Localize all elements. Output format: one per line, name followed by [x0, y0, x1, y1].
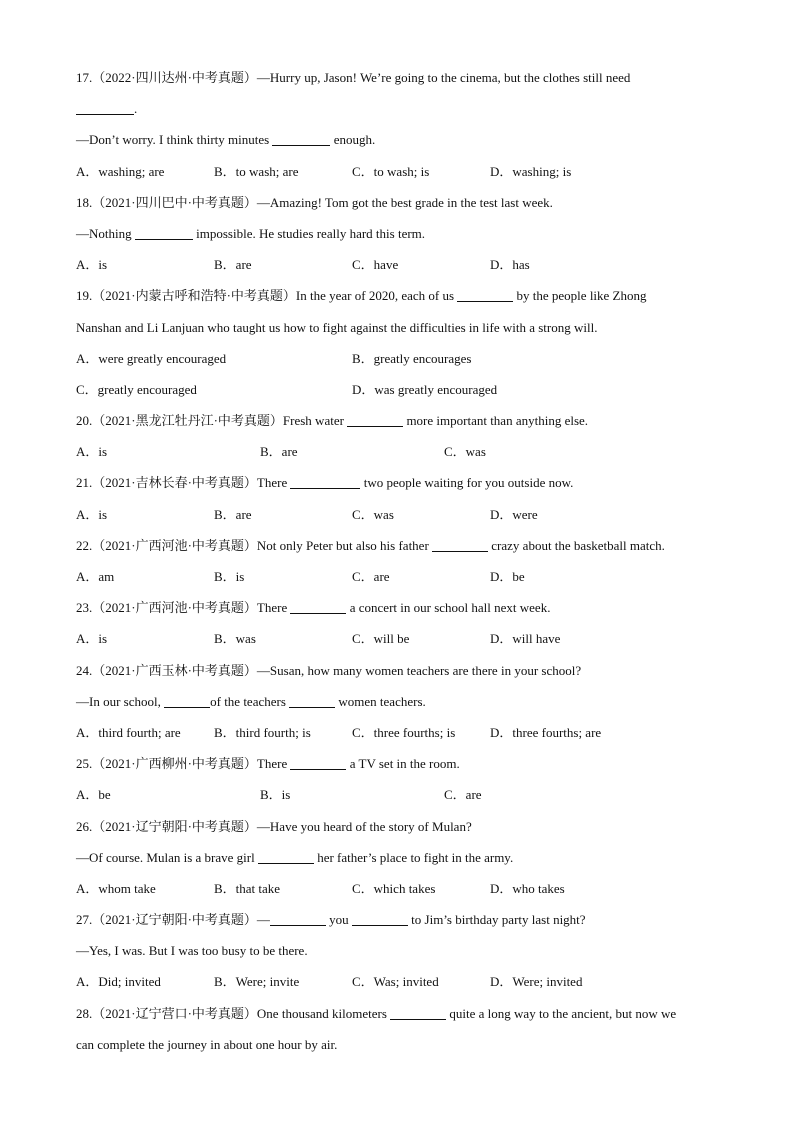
answer-option[interactable]: C．was	[352, 506, 394, 522]
answer-option[interactable]: B．are	[214, 257, 252, 273]
question-text: —Hurry up, Jason! We’re going to the cinema, but the clothes still need	[256, 70, 631, 85]
answer-blank[interactable]	[258, 849, 314, 864]
options-row	[76, 374, 736, 405]
question-line	[76, 405, 736, 436]
question-line	[76, 998, 736, 1029]
answer-blank[interactable]	[347, 412, 403, 427]
answer-option[interactable]: C．greatly encouraged	[76, 381, 197, 397]
question-number: 23.	[76, 600, 93, 616]
answer-option[interactable]: A．third fourth; are	[76, 724, 181, 740]
answer-blank[interactable]	[290, 474, 360, 489]
options-row	[76, 717, 736, 748]
options-row	[76, 249, 736, 280]
question-number: 27.	[76, 912, 93, 928]
answer-option[interactable]: D．will have	[490, 631, 561, 647]
question-text: Fresh water	[282, 413, 348, 429]
question-line	[76, 280, 736, 311]
answer-option[interactable]: A．were greatly encouraged	[76, 350, 227, 366]
question-text: her father’s place to fight in the army.	[313, 849, 514, 865]
question-text: more important than anything else.	[403, 413, 589, 429]
answer-option[interactable]: C．Was; invited	[352, 974, 439, 990]
options-row	[76, 499, 736, 530]
answer-blank[interactable]	[76, 100, 134, 115]
question-line	[76, 904, 736, 935]
question-number: 25.	[76, 756, 93, 772]
question-source: （2021·广西柳州·中考真题）	[92, 756, 257, 772]
answer-option[interactable]: C．was	[444, 444, 486, 460]
question-text: In the year of 2020, each of us	[295, 288, 458, 304]
answer-blank[interactable]	[289, 693, 335, 708]
question-source: （2021·辽宁朝阳·中考真题）	[92, 912, 257, 928]
question-line	[76, 1029, 736, 1060]
answer-option[interactable]: D．was greatly encouraged	[352, 381, 498, 397]
question-source: （2021·内蒙古呼和浩特·中考真题）	[92, 288, 296, 304]
question-line	[76, 312, 736, 343]
answer-blank[interactable]	[290, 599, 346, 614]
answer-option[interactable]: C．will be	[352, 631, 410, 647]
question-line	[76, 748, 736, 779]
question-line	[76, 530, 736, 561]
question-text: by the people like Zhong	[513, 288, 647, 304]
answer-option[interactable]: B．that take	[214, 880, 281, 896]
answer-option[interactable]: A．is	[76, 257, 108, 273]
question-text: —Don’t worry. I think thirty minutes	[76, 132, 273, 148]
question-number: 18.	[76, 194, 93, 210]
answer-option[interactable]: D．were	[490, 506, 538, 522]
answer-option[interactable]: C．which takes	[352, 880, 436, 896]
question-line	[76, 811, 736, 842]
options-row	[76, 436, 736, 467]
question-text: —In our school,	[76, 693, 165, 709]
question-number: 28.	[76, 1005, 93, 1021]
question-number: 26.	[76, 818, 93, 834]
answer-blank[interactable]	[432, 537, 488, 552]
answer-option[interactable]: A．washing; are	[76, 163, 165, 179]
answer-blank[interactable]	[272, 131, 330, 146]
question-source: （2021·辽宁朝阳·中考真题）	[92, 818, 257, 834]
question-text: —Have you heard of the story of Mulan?	[256, 818, 472, 834]
answer-option[interactable]: C．have	[352, 257, 399, 273]
question-line	[76, 655, 736, 686]
options-row	[76, 561, 736, 592]
answer-option[interactable]: D．Were; invited	[490, 974, 583, 990]
question-source: （2021·广西玉林·中考真题）	[92, 662, 257, 678]
question-text: quite a long way to the ancient, but now we	[446, 1005, 677, 1021]
question-number: 20.	[76, 413, 93, 429]
question-text: —	[256, 912, 270, 928]
answer-option[interactable]: D．has	[490, 257, 530, 273]
question-line	[76, 467, 736, 498]
question-line	[76, 842, 736, 873]
question-text: you	[325, 912, 352, 928]
answer-option[interactable]: B．third fourth; is	[214, 724, 311, 740]
question-source: （2021·黑龙江牡丹江·中考真题）	[92, 413, 283, 429]
options-row	[76, 966, 736, 997]
question-number: 22.	[76, 537, 93, 553]
options-row	[76, 343, 736, 374]
answer-option[interactable]: D．washing; is	[490, 163, 572, 179]
question-number: 24.	[76, 662, 93, 678]
question-line	[76, 187, 736, 218]
question-line	[76, 124, 736, 155]
answer-option[interactable]: C．to wash; is	[352, 163, 430, 179]
answer-option[interactable]: A．whom take	[76, 880, 156, 896]
answer-option[interactable]: B．are	[214, 506, 252, 522]
question-text: Nanshan and Li Lanjuan who taught us how to fight against the difficulties in life with a strong will.	[76, 319, 598, 335]
answer-option[interactable]: B．is	[260, 787, 291, 803]
answer-option[interactable]: A．be	[76, 787, 111, 803]
question-text: There	[256, 600, 291, 616]
answer-option[interactable]: D．who takes	[490, 880, 565, 896]
answer-option[interactable]: A．is	[76, 444, 108, 460]
answer-option[interactable]: B．greatly encourages	[352, 350, 472, 366]
question-text: There	[256, 756, 291, 772]
question-source: （2022·四川达州·中考真题）	[92, 70, 257, 85]
answer-option[interactable]: B．Were; invite	[214, 974, 300, 990]
options-row	[76, 623, 736, 654]
question-source: （2021·广西河池·中考真题）	[92, 537, 257, 553]
question-text: —Nothing	[76, 225, 135, 241]
answer-option[interactable]: C．three fourths; is	[352, 724, 456, 740]
question-line	[76, 686, 736, 717]
question-text: to Jim’s birthday party last night?	[407, 912, 586, 928]
question-line	[76, 93, 736, 124]
question-text: impossible. He studies really hard this term.	[192, 225, 426, 241]
answer-option[interactable]: A．Did; invited	[76, 974, 161, 990]
question-number: 19.	[76, 288, 93, 304]
answer-option[interactable]: B．was	[214, 631, 256, 647]
question-line	[76, 935, 736, 966]
answer-blank[interactable]	[164, 693, 210, 708]
options-row	[76, 873, 736, 904]
question-text: can complete the journey in about one hour by air.	[76, 1036, 338, 1052]
question-text: Not only Peter but also his father	[256, 537, 433, 553]
question-text: There	[256, 475, 291, 491]
question-text: —Amazing! Tom got the best grade in the test last week.	[256, 194, 553, 210]
answer-option[interactable]: B．to wash; are	[214, 163, 299, 179]
options-row	[76, 779, 736, 810]
question-text: a concert in our school hall next week.	[346, 600, 551, 616]
answer-blank[interactable]	[270, 911, 326, 926]
answer-blank[interactable]	[352, 911, 408, 926]
answer-blank[interactable]	[135, 225, 193, 240]
question-text: two people waiting for you outside now.	[360, 475, 574, 491]
question-text: .	[134, 101, 138, 117]
question-text: of the teachers	[210, 693, 290, 709]
question-line	[76, 218, 736, 249]
answer-option[interactable]: B．is	[214, 569, 245, 584]
answer-option[interactable]: D．be	[490, 569, 525, 584]
question-text: —Susan, how many women teachers are there in your school?	[256, 662, 582, 678]
question-source: （2021·辽宁营口·中考真题）	[92, 1005, 257, 1021]
question-text: women teachers.	[335, 693, 426, 709]
answer-blank[interactable]	[290, 755, 346, 770]
question-text: One thousand kilometers	[256, 1005, 391, 1021]
answer-option[interactable]: C．are	[352, 569, 390, 584]
answer-option[interactable]: C．are	[444, 787, 482, 803]
answer-option[interactable]: A．am	[76, 569, 115, 584]
question-text: a TV set in the room.	[346, 756, 460, 772]
question-source: （2021·吉林长春·中考真题）	[92, 475, 257, 491]
question-source: （2021·广西河池·中考真题）	[92, 600, 257, 616]
options-row	[76, 156, 736, 187]
answer-option[interactable]: B．are	[260, 444, 298, 460]
question-text: crazy about the basketball match.	[488, 537, 665, 553]
question-document	[76, 62, 736, 1060]
question-source: （2021·四川巴中·中考真题）	[92, 194, 257, 210]
question-line	[76, 62, 736, 93]
question-number: 21.	[76, 475, 93, 491]
question-text: —Of course. Mulan is a brave girl	[76, 849, 258, 865]
answer-blank[interactable]	[390, 1005, 446, 1020]
question-text: enough.	[330, 132, 376, 148]
answer-blank[interactable]	[457, 287, 513, 302]
question-line	[76, 592, 736, 623]
question-number: 17.	[76, 70, 93, 85]
answer-option[interactable]: D．three fourths; are	[490, 724, 602, 740]
answer-option[interactable]: A．is	[76, 506, 108, 522]
question-text: —Yes, I was. But I was too busy to be there.	[76, 943, 308, 959]
answer-option[interactable]: A．is	[76, 631, 108, 647]
